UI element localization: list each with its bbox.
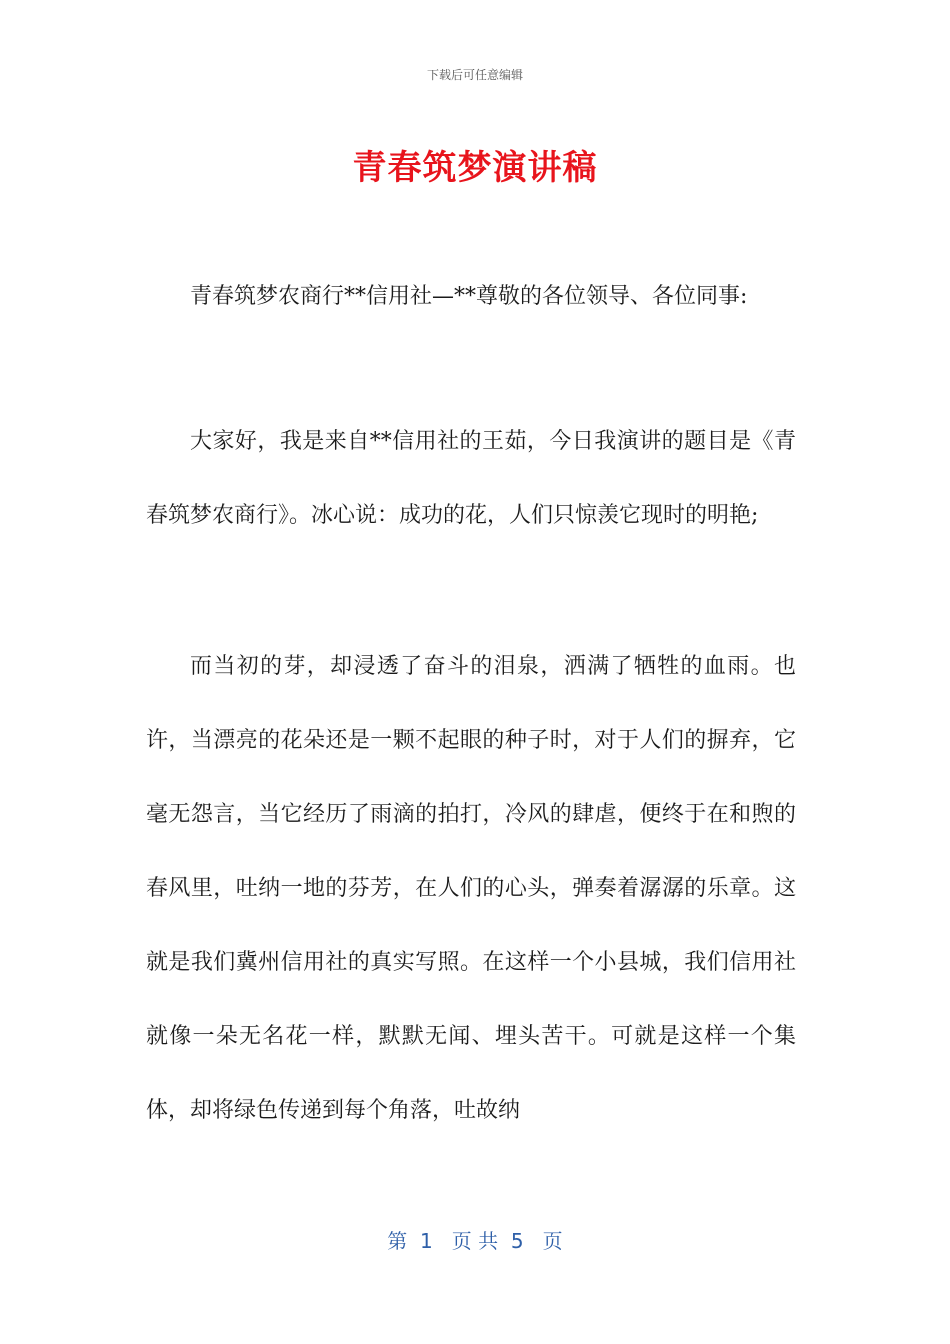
body-paragraph: 大家好，我是来自**信用社的王茹，今日我演讲的题目是《青春筑梦农商行》。冰心说：成功的花，人们只惊羡它现时的明艳; <box>146 429 796 528</box>
header-note: 下载后可任意编辑 <box>426 68 523 82</box>
body-paragraph: 而当初的芽，却浸透了奋斗的泪泉，洒满了牺牲的血雨。也许，当漂亮的花朵还是一颗不起眼的种子时，对于人们的摒弃，它毫无怨言，当它经历了雨滴的拍打，冷风的肆虐，便终于在和煦的春风里，吐纳一地的芬芳，在人们的心头，弹奏着潺潺的乐章。这就是我们冀州信用社的真实写照。在这样一个小县城，我们信用社就像一朵无名花一样，默默无闻、埋头苦干。可就是这样一个集体，却将绿色传递到每个角落，吐故纳 <box>146 654 796 1123</box>
page-number-footer: 第 1 页 共 5 页 <box>387 1229 563 1253</box>
document-title: 青春筑梦演讲稿 <box>352 148 598 188</box>
salutation-paragraph: 青春筑梦农商行**信用社—**尊敬的各位领导、各位同事: <box>190 284 748 309</box>
